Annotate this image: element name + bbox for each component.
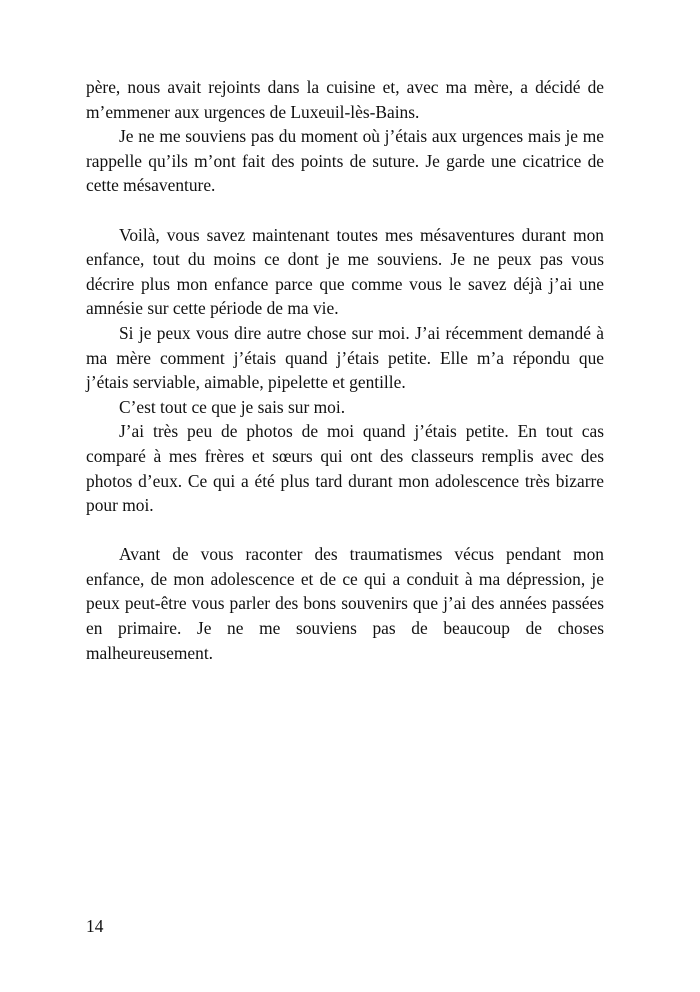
paragraph-voila: Voilà, vous savez maintenant toutes mes mésaventures durant mon enfance, tout du moins ce dont je me souviens. Je ne peux pas vous décrire plus mon enfance parce que comme vous le savez déjà j’ai une amnésie sur cette période de ma vie. bbox=[86, 224, 604, 319]
paragraph-continuation: père, nous avait rejoints dans la cuisine et, avec ma mère, a décidé de m’emmener aux urgences de Luxeuil-lès-Bains. bbox=[86, 77, 604, 122]
paragraph-tout-ce-que: C’est tout ce que je sais sur moi. bbox=[119, 396, 346, 417]
paragraph-photos: J’ai très peu de photos de moi quand j’étais petite. En tout cas comparé à mes frères et sœurs qui ont des classeurs remplis avec des photos d’eux. Ce qui a été plus tard durant mon adolescence très bizarre pour moi. bbox=[86, 421, 604, 516]
paragraph-autre-chose: Si je peux vous dire autre chose sur moi. J’ai récemment demandé à ma mère comment j’étais quand j’étais petite. Elle m’a répondu que j’étais serviable, aimable, pipelette et gentille. bbox=[86, 322, 604, 393]
paragraph-avant: Avant de vous raconter des traumatismes vécus pendant mon enfance, de mon adolescence et de ce qui a conduit à ma dépression, je peux peut-être vous parler des bons souvenirs que j’ai des années passées en primaire. Je ne me souviens pas de beaucoup de choses malheureusement. bbox=[86, 544, 604, 663]
section-break bbox=[86, 518, 604, 543]
page-body bbox=[86, 75, 604, 665]
page-number: 14 bbox=[86, 916, 104, 936]
paragraph-urgences: Je ne me souviens pas du moment où j’étais aux urgences mais je me rappelle qu’ils m’ont fait des points de suture. Je garde une cicatrice de cette mésaventure. bbox=[86, 126, 604, 196]
section-break bbox=[86, 198, 604, 223]
